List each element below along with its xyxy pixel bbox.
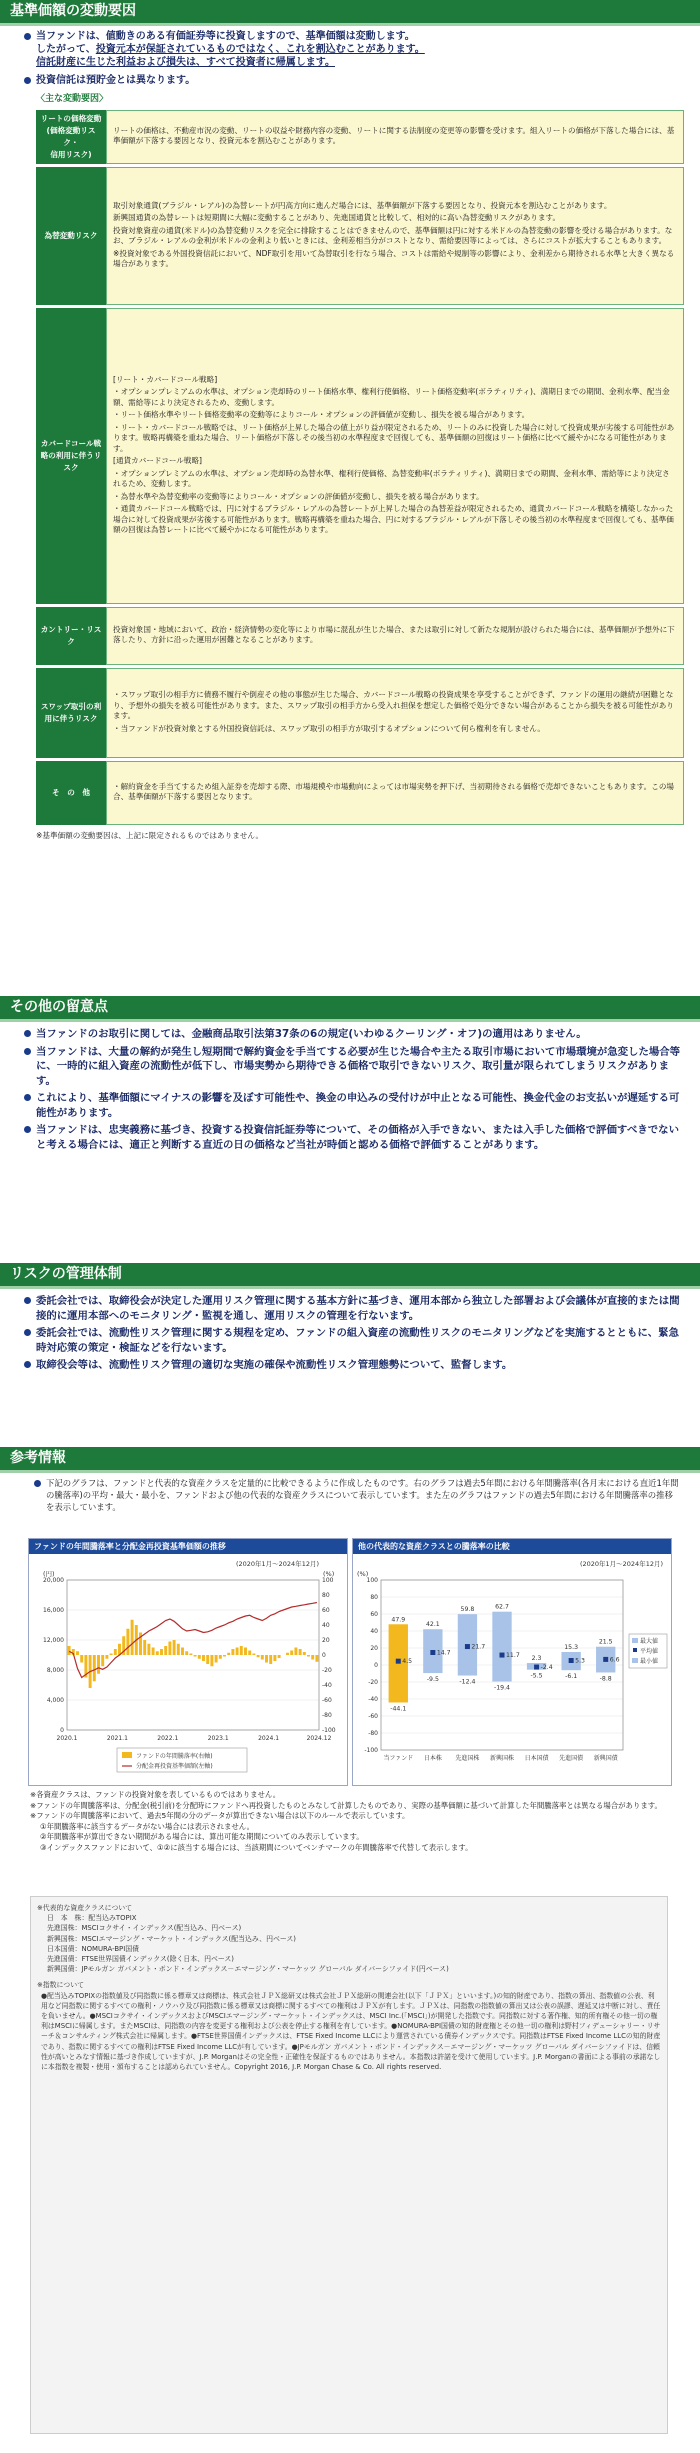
risk-label: カントリー・リスク [36, 607, 106, 665]
risk-line: ・当ファンドが投資対象とする外国投資信託は、スワップ取引の相手方が取引するオプションについて何ら権利を有しません。 [113, 723, 545, 733]
right-tick-label: -20 [322, 1667, 332, 1674]
right-axis-unit: (%) [323, 1570, 335, 1578]
max-label: 15.3 [564, 1643, 579, 1651]
left-tick-label: 4,000 [46, 1697, 64, 1704]
avg-label: 14.7 [436, 1649, 451, 1657]
risk-row [36, 761, 684, 825]
bar-fund-return [143, 1640, 146, 1655]
right-tick-label: 60 [322, 1607, 330, 1614]
bar-fund-return [286, 1653, 289, 1655]
left-tick-label: 12,000 [43, 1637, 64, 1644]
min-label: -44.1 [390, 1705, 407, 1713]
chart-title: ファンドの年間騰落率と分配金再投資基準価額の推移 [29, 1539, 347, 1554]
footnote-assets-heading: ※代表的な資産クラスについて [37, 1904, 133, 1912]
right-tick-label: 80 [322, 1592, 330, 1599]
chart-fund-return [28, 1538, 348, 1786]
risk-line: ・為替水準や為替変動率の変動等によりコール・オプションの評価値が変動し、損失を被る場合があります。 [113, 491, 484, 501]
bar-fund-return [273, 1655, 276, 1661]
right-tick-label: 20 [322, 1637, 330, 1644]
bar-fund-return [80, 1655, 83, 1663]
bar-fund-return [299, 1649, 302, 1655]
avg-marker [396, 1659, 401, 1664]
risk-note: ※基準価額の変動要因は、上記に限定されるものではありません。 [36, 831, 264, 840]
max-label: 59.8 [460, 1606, 475, 1614]
bar-fund-return [236, 1648, 239, 1656]
bar-fund-return [294, 1648, 297, 1656]
risk-description [106, 761, 684, 825]
chart-fund-return-svg [29, 1554, 347, 1784]
right-tick-label: 100 [322, 1577, 334, 1584]
x-tick-label: 2022.1 [157, 1735, 179, 1742]
max-label: 62.7 [495, 1603, 509, 1611]
risk-row [36, 607, 684, 665]
y-tick-label: 0 [374, 1662, 378, 1669]
risk-label: カバードコール戦略の利用に伴うリスク [36, 308, 106, 604]
section-title: 参考情報 [0, 1447, 700, 1470]
left-tick-label: 8,000 [46, 1667, 64, 1674]
bar-fund-return [290, 1651, 293, 1656]
section-title: その他の留意点 [0, 996, 700, 1019]
bar-fund-return [210, 1655, 213, 1666]
bar-fund-return [244, 1648, 247, 1656]
avg-marker [569, 1658, 574, 1663]
list-item: 当ファンドのお取引に関しては、金融商品取引法第37条の6の規定(いわゆるクーリング・オフ)の適用はありません。 [22, 1027, 688, 1042]
chart-asset-compare [352, 1538, 672, 1786]
y-axis-unit: (%) [357, 1570, 369, 1578]
risk-description [106, 110, 684, 164]
bar-fund-return [164, 1646, 167, 1655]
list-item: 当ファンドは、大量の解約が発生し短期間で解約資金を手当てする必要が生じた場合や主たる取引市場において市場環境が急変した場合等に、一時的に組入資産の流動性が低下し、市場実勢から期待できる価格で取引できないリスク、取引量が限られてしまうリスクがあります。 [22, 1045, 688, 1089]
bar-fund-return [105, 1655, 108, 1659]
bar-fund-return [252, 1654, 255, 1656]
chart-period: (2020年1月～2024年12月) [579, 1560, 663, 1568]
avg-marker [500, 1653, 505, 1658]
asset-definition: 日本国債：NOMURA-BPI国債 [47, 1944, 140, 1953]
max-label: 47.9 [391, 1616, 406, 1624]
risk-label: スワップ取引の利用に伴うリスク [36, 668, 106, 758]
risk-label: 為替変動リスク [36, 167, 106, 305]
reference-note: ※ファンドの年間騰落率は、分配金(税引前)を分配時にファンドへ再投資したものとみなして計算したものであり、実際の基準価額に基づいて計算した年間騰落率とは異なる場合があります。 [30, 1800, 662, 1810]
risk-line: ・解約資金を手当てするため組入証券を売却する際、市場規模や市場動向によっては市場実勢を押下げ、当初期待される価格で売却できないこともあります。この場合、基準価額が下落する要因となります。 [113, 781, 675, 801]
y-tick-label: -100 [364, 1747, 378, 1754]
asset-definition: 日 本 株：配当込みTOPIX [47, 1914, 137, 1923]
x-tick-label: 2024.12 [306, 1735, 332, 1742]
category-label: 日本国債 [524, 1755, 549, 1762]
risk-row [36, 668, 684, 758]
risk-table [36, 107, 684, 828]
bar-fund-return [278, 1655, 281, 1658]
asset-definition: 先進国債：FTSE世界国債インデックス(除く日本、円ベース) [47, 1955, 234, 1964]
avg-label: 6.6 [609, 1656, 620, 1664]
risk-line: ※投資対象である外国投資信託において、NDF取引を用いて為替取引を行なう場合、コストは需給や規制等の影響により、金利差から期待される水準と大きく異なる場合があります。 [113, 248, 675, 268]
list-item: 取締役会等は、流動性リスク管理の適切な実施の確保や流動性リスク管理態勢について、監督します。 [22, 1358, 688, 1373]
legend-swatch-min [632, 1658, 638, 1663]
avg-label: 11.7 [506, 1652, 520, 1660]
bar-fund-return [156, 1651, 159, 1655]
reference-note: ③インデックスファンドにおいて、①②に該当する場合には、当該期間についてベンチマークの年間騰落率で代替して表示します。 [40, 1842, 473, 1852]
reference-note: ①年間騰落率に該当するデータがない場合には表示されません。 [40, 1821, 255, 1831]
plot-frame [67, 1580, 319, 1730]
bar-fund-return [261, 1655, 264, 1660]
bar-fund-return [189, 1654, 192, 1656]
risk-line: リートの価格は、不動産市況の変動、リートの収益や財務内容の変動、リートに関する法制度の変更等の影響を受けます。組入リートの価格が下落した場合には、基準価額が下落する要因となり、投資元本を割込むことがあります。 [113, 125, 675, 145]
bar-fund-return [101, 1655, 104, 1666]
section-volatility [0, 0, 700, 841]
risk-label: リートの価格変動 (価格変動リスク・ 信用リスク) [36, 110, 106, 164]
legend-swatch-avg [633, 1648, 637, 1652]
risk-line: [通貨カバードコール戦略] [113, 456, 202, 465]
min-label: -12.4 [459, 1678, 476, 1686]
risk-line: 投資対象資産の通貨(米ドル)の為替変動リスクを完全に排除することはできませんので、基準価額は円に対する米ドルの為替変動の影響を受ける場合があります。なお、ブラジル・レアルの金利が米ドルの金利より低いときには、金利差相当分がコストとなり、需給要因等によっては、さらにコストが拡大することもあります。 [113, 225, 673, 245]
y-tick-label: -80 [368, 1730, 378, 1737]
left-tick-label: 16,000 [43, 1607, 64, 1614]
avg-label: 4.5 [402, 1658, 413, 1666]
right-tick-label: -60 [322, 1697, 332, 1704]
right-tick-label: -40 [322, 1682, 332, 1689]
right-tick-label: -100 [322, 1727, 336, 1734]
bar-fund-return [311, 1655, 314, 1660]
subheading-main-factors: 〈主な変動要因〉 [36, 94, 109, 104]
bar-fund-return [215, 1655, 218, 1663]
legend-label: 分配金再投資基準価額(左軸) [136, 1763, 213, 1770]
x-tick-label: 2023.1 [207, 1735, 229, 1742]
min-label: -9.5 [426, 1676, 439, 1684]
x-tick-label: 2021.1 [106, 1735, 128, 1742]
risk-line: ・オプションプレミアムの水準は、オプション売却時のリート価格水準、権利行使価格、リート価格変動率(ボラティリティ)、満期日までの期間、金利水準、配当金額、需給等により決定されるため、変動します。 [113, 387, 670, 407]
category-label: 新興国株 [489, 1755, 515, 1762]
min-label: -6.1 [565, 1673, 578, 1681]
min-label: -5.5 [530, 1672, 543, 1680]
reference-notes [30, 1790, 670, 1853]
chart-period: (2020年1月～2024年12月) [235, 1560, 319, 1568]
bullet-principal: 当ファンドは、値動きのある有価証券等に投資しますので、基準価額は変動します。 したがって、投資元本が保証されているものではなく、これを割込むことがあります。 信託財産に生じた利益および損失は、すべて投資者に帰属します。 [22, 30, 690, 69]
min-label: -19.4 [493, 1684, 511, 1692]
bar-fund-return [160, 1649, 163, 1655]
y-tick-label: -40 [368, 1696, 378, 1703]
category-label: 先進国株 [455, 1755, 480, 1762]
y-tick-label: 100 [366, 1577, 378, 1584]
bar-fund-return [240, 1646, 243, 1655]
right-tick-label: -80 [322, 1712, 332, 1719]
legend-label: 最大値 [640, 1638, 659, 1645]
footnote-box [30, 1896, 668, 2434]
footnote-index-heading: ※指数について [37, 1981, 84, 1990]
avg-label: -2.4 [540, 1664, 553, 1672]
risk-line: ・リート・カバードコール戦略では、リート価格が上昇した場合の値上がり益が限定されるため、リートのみに投資した場合に対して投資成果が劣後する可能性があります。戦略再構築を重ねた場合、リート価格が下落しその後当初の水準程度まで回復しても、基準価額の回復はリート価格に比べて緩やかになる可能性があります。 [113, 422, 675, 453]
risk-description [106, 308, 684, 604]
risk-line: 新興国通貨の為替レートは短期間に大幅に変動することがあり、先進国通貨と比較して、相対的に高い為替変動リスクがあります。 [113, 213, 561, 222]
min-label: -8.8 [599, 1675, 612, 1683]
avg-marker [465, 1644, 470, 1649]
bar-fund-return [257, 1655, 260, 1657]
list-item: 当ファンドは、忠実義務に基づき、投資する投資信託証券等について、その価格が入手できない、または入手した価格で評価すべきでないと考える場合には、適正と判断する直近の日の価格など当社が時価と認める価格で評価することがあります。 [22, 1123, 688, 1152]
bar-fund-return [219, 1655, 222, 1659]
bar-fund-return [227, 1653, 230, 1655]
asset-definition: 新興国株：MSCIエマージング・マーケット・インデックス(配当込み、円ベース) [47, 1934, 296, 1943]
max-label: 21.5 [598, 1638, 613, 1646]
legend-label: ファンドの年間騰落率(右軸) [136, 1753, 213, 1760]
category-label: 新興国債 [593, 1755, 618, 1762]
bar-fund-return [76, 1651, 79, 1655]
risk-line: ・通貨カバードコール戦略では、円に対するブラジル・レアルの為替レートが上昇した場合の為替差益が限定されるため、通貨カバードコール戦略を構築しなかった場合に対して投資成果が劣後する可能性があります。戦略再構築を重ねた場合、円に対するブラジル・レアルが下落しその後当初の水準程度まで回復しても、基準価額の回復は為替レートに比べて緩やかになる可能性があります。 [113, 504, 674, 534]
bar-fund-return [97, 1655, 100, 1674]
bar-fund-return [131, 1620, 134, 1655]
chart-title: 他の代表的な資産クラスとの騰落率の比較 [353, 1539, 671, 1554]
list-item: 委託会社では、流動性リスク管理に関する規程を定め、ファンドの組入資産の流動性リスクのモニタリングなどを実施するとともに、緊急時対応策の策定・検証などを行ないます。 [22, 1326, 688, 1355]
range-bar [492, 1612, 511, 1682]
y-tick-label: -20 [368, 1679, 378, 1686]
risk-description [106, 167, 684, 305]
left-tick-label: 20,000 [43, 1577, 64, 1584]
avg-marker [430, 1650, 435, 1655]
risk-line: ・リート価格水準やリート価格変動率の変動等によりコール・オプションの評価値が変動し、損失を被る場合があります。 [113, 410, 530, 419]
risk-line: 投資対象国・地域において、政治・経済情勢の変化等により市場に混乱が生じた場合、または取引に対して新たな規制が設けられた場合には、基準価額が予想外に下落したり、方針に沿った運用が困難となることがあります。 [113, 624, 675, 644]
bar-fund-return [147, 1644, 150, 1655]
bar-fund-return [181, 1648, 184, 1656]
bar-fund-return [315, 1655, 318, 1662]
bar-fund-return [177, 1644, 180, 1655]
bar-fund-return [173, 1640, 176, 1655]
section-risk-management [0, 1263, 700, 1376]
category-label: 当ファンド [383, 1755, 414, 1762]
avg-label: 5.3 [575, 1657, 585, 1665]
risk-line: ・スワップ取引の相手方に債務不履行や倒産その他の事態が生じた場合、カバードコール戦略の投資成果を享受することができず、ファンドの運用の継続が困難となり、予想外の損失を被る可能性があります。また、スワップ取引の相手方から受入れ担保を想定した価格で処分できない場合があることから損失を被る可能性があります。 [113, 690, 674, 720]
bar-fund-return [114, 1649, 117, 1655]
x-tick-label: 2024.1 [258, 1735, 280, 1742]
bar-fund-return [307, 1655, 310, 1657]
right-tick-label: 40 [322, 1622, 330, 1629]
chart-asset-compare-svg [353, 1554, 671, 1784]
risk-row [36, 308, 684, 604]
y-tick-label: 80 [370, 1594, 378, 1601]
y-tick-label: 60 [370, 1611, 378, 1618]
bar-fund-return [93, 1655, 96, 1681]
bar-fund-return [265, 1655, 268, 1663]
bar-fund-return [110, 1654, 113, 1656]
bullet-deposit: 投資信託は預貯金とは異なります。 [22, 74, 690, 87]
category-label: 先進国債 [559, 1755, 584, 1762]
risk-description [106, 668, 684, 758]
reference-note: ②年間騰落率が算出できない期間がある場合には、算出可能な期間についてのみ表示しています。 [40, 1832, 364, 1841]
left-tick-label: 0 [60, 1727, 64, 1734]
bar-fund-return [223, 1655, 226, 1657]
risk-row [36, 167, 684, 305]
max-label: 42.1 [425, 1621, 440, 1629]
bar-fund-return [198, 1655, 201, 1659]
x-tick-label: 2020.1 [56, 1735, 78, 1742]
risk-label: そ の 他 [36, 761, 106, 825]
risk-line: ・オプションプレミアムの水準は、オプション売却時の為替水準、権利行使価格、為替変動率(ボラティリティ)、満期日までの期間、金利水準、需給等により決定されるため、変動します。 [113, 468, 670, 488]
asset-definition: 新興国債：JPモルガン ガバメント・ボンド・インデックス－エマージング・マーケッツ グローバル ダイバーシファイド(円ベース) [47, 1965, 449, 1974]
bar-fund-return [303, 1652, 306, 1655]
reference-intro: 下記のグラフは、ファンドと代表的な資産クラスを定量的に比較できるように作成したものです。右のグラフは過去5年間における年間騰落率(各月末における直近1年間の騰落率)の平均・最大・最小を、ファンドおよび他の代表的な資産クラスについて表示しています。また左のグラフはファンドの過去5年間における年間騰落率の推移を表示しています。 [32, 1477, 680, 1513]
avg-marker [534, 1665, 539, 1670]
section-other-notes [0, 996, 700, 1155]
bar-fund-return [152, 1648, 155, 1656]
bar-fund-return [185, 1651, 188, 1655]
category-label: 日本株 [423, 1755, 442, 1762]
reference-note: ※ファンドの年間騰落率において、過去5年間の分のデータが算出できない場合は以下のルールで表示しています。 [30, 1811, 410, 1820]
bar-fund-return [126, 1629, 129, 1655]
risk-line: [リート・カバードコール戦略] [113, 374, 218, 384]
footnote-index-body: ●配当込みTOPIXの指数値及び同指数に係る標章又は商標は、株式会社ＪＰＸ総研又は株式会社ＪＰＸ総研の関連会社(以下「ＪＰＸ」といいます。)の知的財産であり、指数の算出、指数値の公表、利用など同指数に関するすべての権利・ノウハウ及び同指数に係る標章又は商標に関するすべての権利はＪＰＸが有します。ＪＰＸは、同指数の指数値の算出又は公表の誤謬、遅延又は中断に対し、責任を負いません。●MSCIコクサイ・インデックスおよびMSCIエマージング・マーケット・インデックスは、MSCI Inc.(「MSCI」)が開発した指数です。同指数に対する著作権、知的所有権その他一切の権利はMSCIに帰属します。またMSCIは、同指数の内容を変更する権利および公表を停止する権利を有しています。●NOMURA-BPI国債の知的財産権とその他一切の権利は野村フィデューシャリー・リサーチ＆コンサルティング株式会社に帰属します。●FTSE世界国債インデックスは、FTSE Fixed Income LLCにより運営されている債券インデックスです。同指数はFTSE Fixed Income LLCの知的財産であり、指数に関するすべての権利はFTSE Fixed Income LLCが有しています。●JPモルガン ガバメント・ボンド・インデックス－エマージング・マーケッツ グローバル ダイバーシファイドは、信頼性が高いとみなす情報に基づき作成していますが、J.P. Morganはその完全性・正確性を保証するものではありません。本指数は許諾を受けて使用しています。J.P. Morganの書面による事前の承諾なしに本指数を複製・使用・頒布することは認められていません。Copyright 2016, J.P. Morgan Chase & Co. All rights reserved. [41, 1991, 661, 2072]
list-item: 委託会社では、取締役会が決定した運用リスク管理に関する基本方針に基づき、運用本部から独立した部署および会議体が直接的または間接的に運用本部へのモニタリング・監視を通し、運用リスクの管理を行ないます。 [22, 1294, 688, 1323]
y-tick-label: 20 [370, 1645, 378, 1652]
section-reference [0, 1447, 700, 1513]
bar-fund-return [194, 1655, 197, 1657]
bar-fund-return [168, 1642, 171, 1656]
legend-swatch-max [632, 1638, 638, 1643]
risk-description [106, 607, 684, 665]
section-title: 基準価額の変動要因 [0, 0, 700, 23]
reference-note: ※各資産クラスは、ファンドの投資対象を表しているものではありません。 [30, 1790, 281, 1799]
max-label: 2.3 [531, 1655, 542, 1663]
bar-fund-return [269, 1655, 272, 1664]
bar-fund-return [206, 1655, 209, 1664]
list-item: これにより、基準価額にマイナスの影響を及ぼす可能性や、換金の申込みの受付けが中止となる可能性、換金代金のお支払いが遅延する可能性があります。 [22, 1091, 688, 1120]
bar-fund-return [202, 1655, 205, 1661]
y-tick-label: -60 [368, 1713, 378, 1720]
avg-label: 21.7 [471, 1643, 486, 1651]
avg-marker [603, 1657, 608, 1662]
bar-fund-return [231, 1649, 234, 1655]
asset-definition: 先進国株：MSCIコクサイ・インデックス(配当込み、円ベース) [47, 1924, 242, 1933]
bar-fund-return [68, 1646, 71, 1655]
left-axis-unit: (円) [43, 1570, 55, 1578]
y-tick-label: 40 [370, 1628, 378, 1635]
legend-swatch-fund [122, 1752, 132, 1758]
section-title: リスクの管理体制 [0, 1263, 700, 1286]
risk-line: 取引対象通貨(ブラジル・レアル)の為替レートが円高方向に進んだ場合には、基準価額が下落する要因となり、投資元本を割込むことがあります。 [113, 200, 612, 210]
legend-label: 平均値 [640, 1648, 659, 1655]
legend-label: 最小値 [640, 1658, 659, 1665]
right-tick-label: 0 [322, 1652, 326, 1659]
bar-fund-return [248, 1651, 251, 1656]
risk-row [36, 110, 684, 164]
